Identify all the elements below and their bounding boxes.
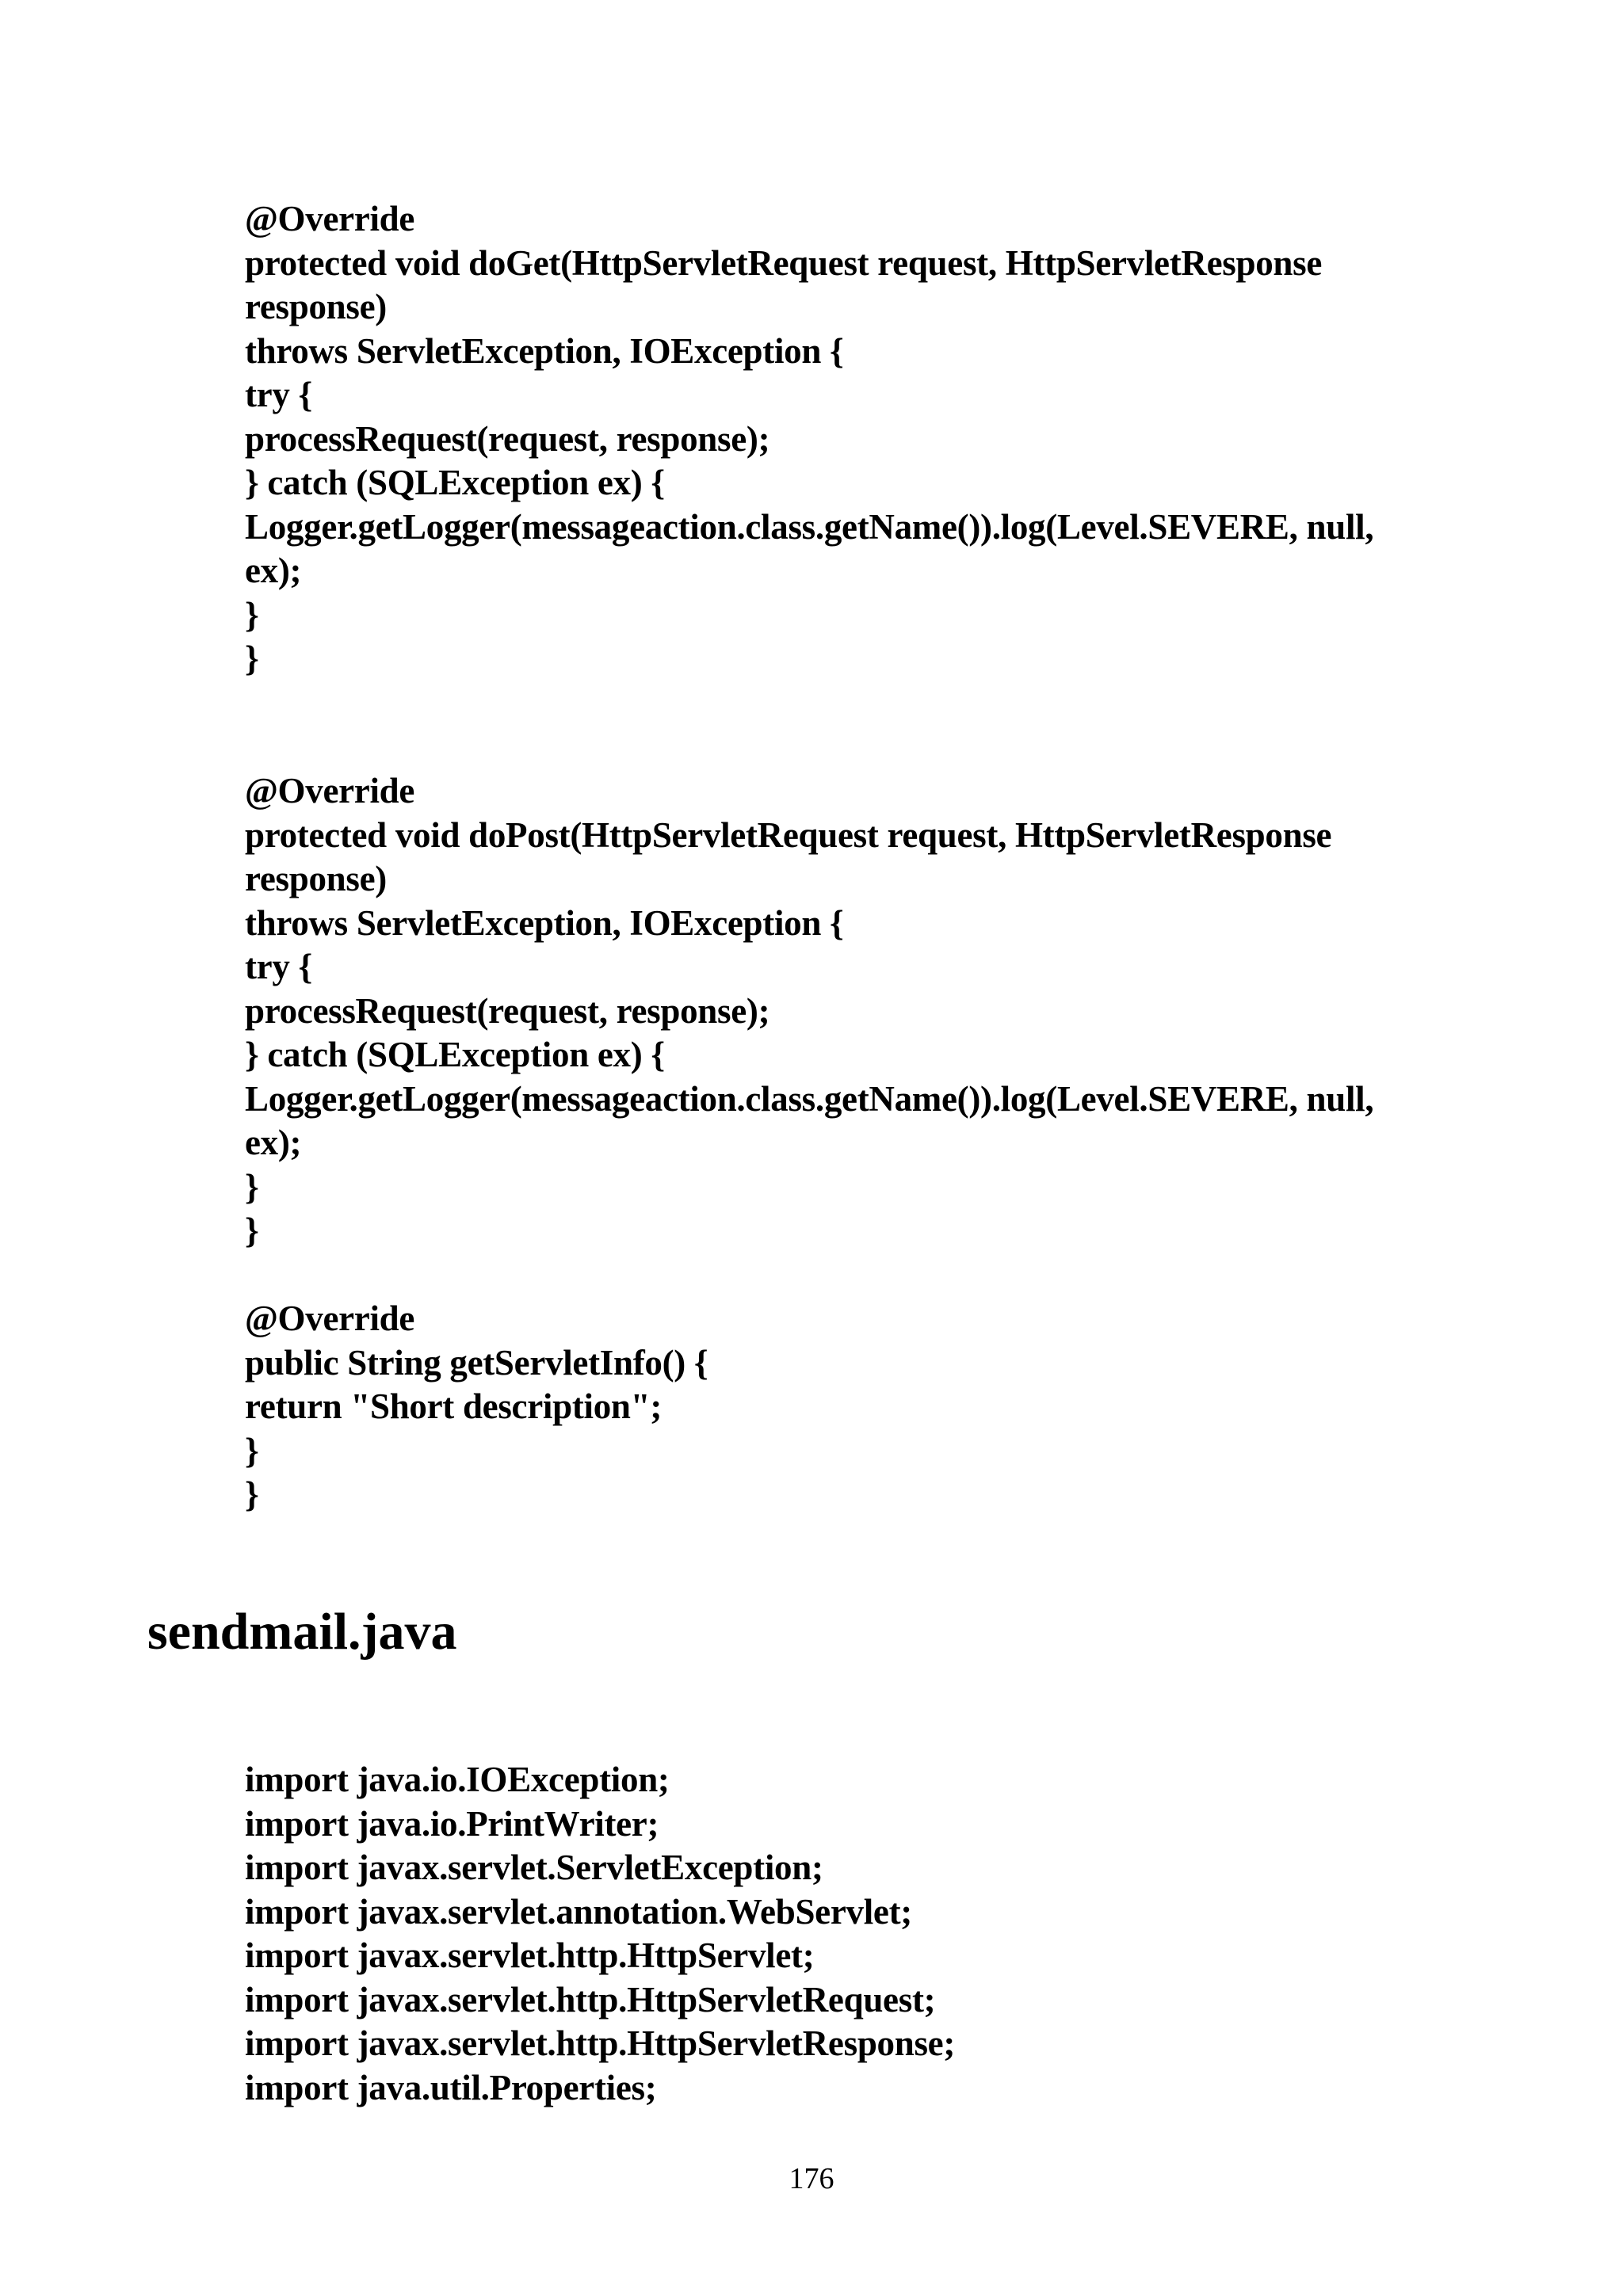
code-line: processRequest(request, response); — [245, 990, 770, 1031]
code-line: processRequest(request, response); — [245, 418, 770, 459]
code-line: } — [245, 1166, 259, 1207]
code-line: throws ServletException, IOException { — [245, 902, 844, 943]
code-line: import java.util.Properties; — [245, 2067, 657, 2107]
code-line: response) — [245, 287, 387, 326]
code-line: import javax.servlet.http.HttpServletRequest; — [245, 1979, 936, 2019]
code-line: return "Short description"; — [245, 1386, 663, 1426]
code-line: } — [245, 1430, 259, 1470]
code-line: } — [245, 1474, 259, 1514]
code-line: } — [245, 639, 259, 678]
code-line: import javax.servlet.ServletException; — [245, 1848, 823, 1887]
code-line: Logger.getLogger(messageaction.class.getName()).log(Level.SEVERE, null, — [245, 506, 1374, 547]
code-line: import java.io.IOException; — [245, 1760, 670, 1799]
code-line: try { — [245, 947, 312, 986]
page-number: 176 — [789, 2162, 834, 2195]
code-line: import javax.servlet.annotation.WebServlet; — [245, 1891, 912, 1932]
code-line: response) — [245, 859, 387, 898]
code-line: @Override — [245, 771, 415, 810]
code-line: import javax.servlet.http.HttpServletResponse; — [245, 2023, 956, 2063]
code-line: try { — [245, 375, 312, 414]
code-line: throws ServletException, IOException { — [245, 330, 844, 371]
getservletinfo-method-code — [245, 1297, 1529, 1517]
section-heading: sendmail.java — [147, 1603, 457, 1661]
code-line: } catch (SQLException ex) { — [245, 1035, 665, 1074]
code-line: protected void doGet(HttpServletRequest request, HttpServletResponse — [245, 242, 1323, 283]
code-line: @Override — [245, 1299, 415, 1338]
code-line: @Override — [245, 199, 415, 238]
code-line: import java.io.PrintWriter; — [245, 1803, 659, 1844]
code-line: import javax.servlet.http.HttpServlet; — [245, 1936, 815, 1975]
code-line: Logger.getLogger(messageaction.class.getName()).log(Level.SEVERE, null, — [245, 1078, 1374, 1119]
code-line: public String getServletInfo() { — [245, 1342, 708, 1383]
dopost-method-code — [245, 769, 1529, 1253]
code-line: } catch (SQLException ex) { — [245, 463, 665, 502]
code-line: } — [245, 1211, 259, 1250]
code-line: ex); — [245, 1123, 302, 1162]
code-line: } — [245, 594, 259, 635]
code-line: ex); — [245, 551, 302, 590]
code-line: protected void doPost(HttpServletRequest request, HttpServletResponse — [245, 814, 1332, 855]
doget-method-code — [245, 197, 1529, 681]
import-statements-code — [245, 1758, 1529, 2110]
